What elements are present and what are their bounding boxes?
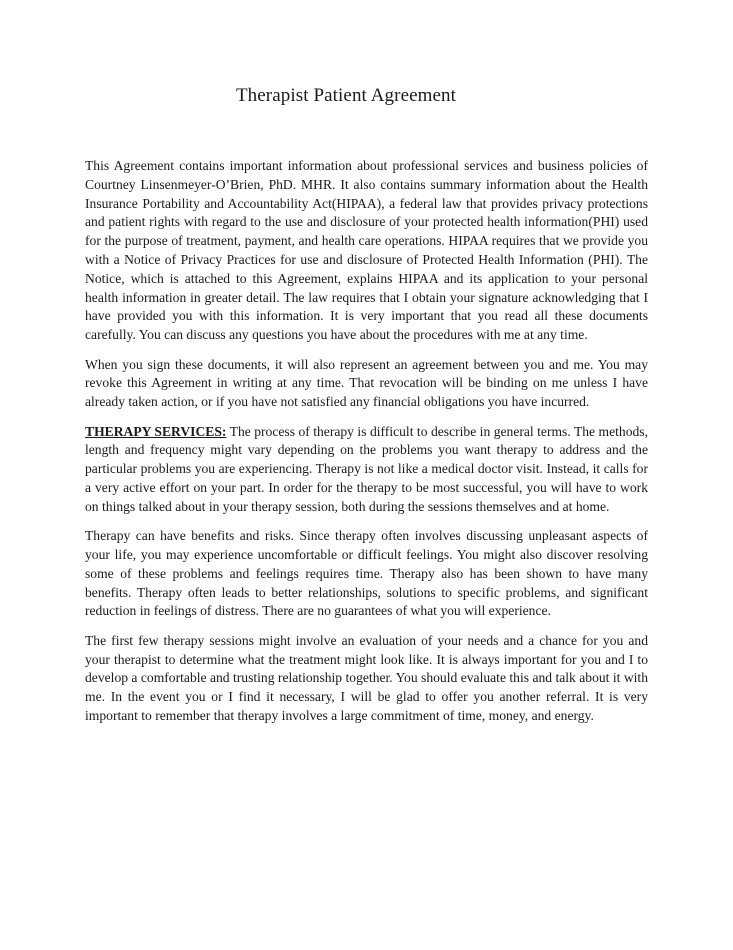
paragraph-intro: This Agreement contains important information about professional services and business policies of Courtney Linsenmeyer-O’Brien, PhD. MHR. It also contains summary information about the Health Insurance Portability and Accountability Act(HIPAA), a federal law that provides privacy protections and patient rights with regard to the use and disclosure of your protected health information(PHI) used for the purpose of treatment, payment, and health care operations. HIPAA requires that we provide you with a Notice of Privacy Practices for use and disclosure of Protected Health Information (PHI). The Notice, which is attached to this Agreement, explains HIPAA and its application to your personal health information in greater detail. The law requires that I obtain your signature acknowledging that I have provided you with this information. It is very important that you read all these documents carefully. You can discuss any questions you have about the procedures with me at any time.: [85, 158, 648, 343]
document-title: Therapist Patient Agreement: [235, 85, 457, 106]
therapy-services-text: The process of therapy is difficult to describe in general terms. The methods, length and frequency might vary depending on the problems you want therapy to address and the particular problems you are experiencing. Therapy is not like a medical doctor visit. Instead, it calls for a very active effort on your part. In order for the therapy to be most successful, you will have to work on things talked about in your therapy session, both during the sessions themselves and at home.: [85, 423, 648, 514]
section-heading-therapy-services: THERAPY SERVICES:: [85, 423, 227, 439]
paragraph-therapy-services: [85, 423, 648, 517]
paragraph-agreement: When you sign these documents, it will also represent an agreement between you and me. You may revoke this Agreement in writing at any time. That revocation will be binding on me unless I have already taken action, or if you have not satisfied any financial obligations you have incurred.: [85, 356, 648, 410]
paragraph-benefits-risks: Therapy can have benefits and risks. Since therapy often involves discussing unpleasant aspects of your life, you may experience uncomfortable or difficult feelings. You might also discover resolving some of these problems and feelings requires time. Therapy also has been shown to have many benefits. Therapy often leads to better relationships, solutions to specific problems, and significant reduction in feelings of distress. There are no guarantees of what you will experience.: [85, 528, 648, 619]
paragraph-first-sessions: The first few therapy sessions might involve an evaluation of your needs and a chance for you and your therapist to determine what the treatment might look like. It is always important for you and I to develop a comfortable and trusting relationship together. You should evaluate this and talk about it with me. In the event you or I find it necessary, I will be glad to offer you another referral. It is very important to remember that therapy involves a large commitment of time, money, and energy.: [85, 632, 648, 723]
document-body: [85, 157, 648, 736]
